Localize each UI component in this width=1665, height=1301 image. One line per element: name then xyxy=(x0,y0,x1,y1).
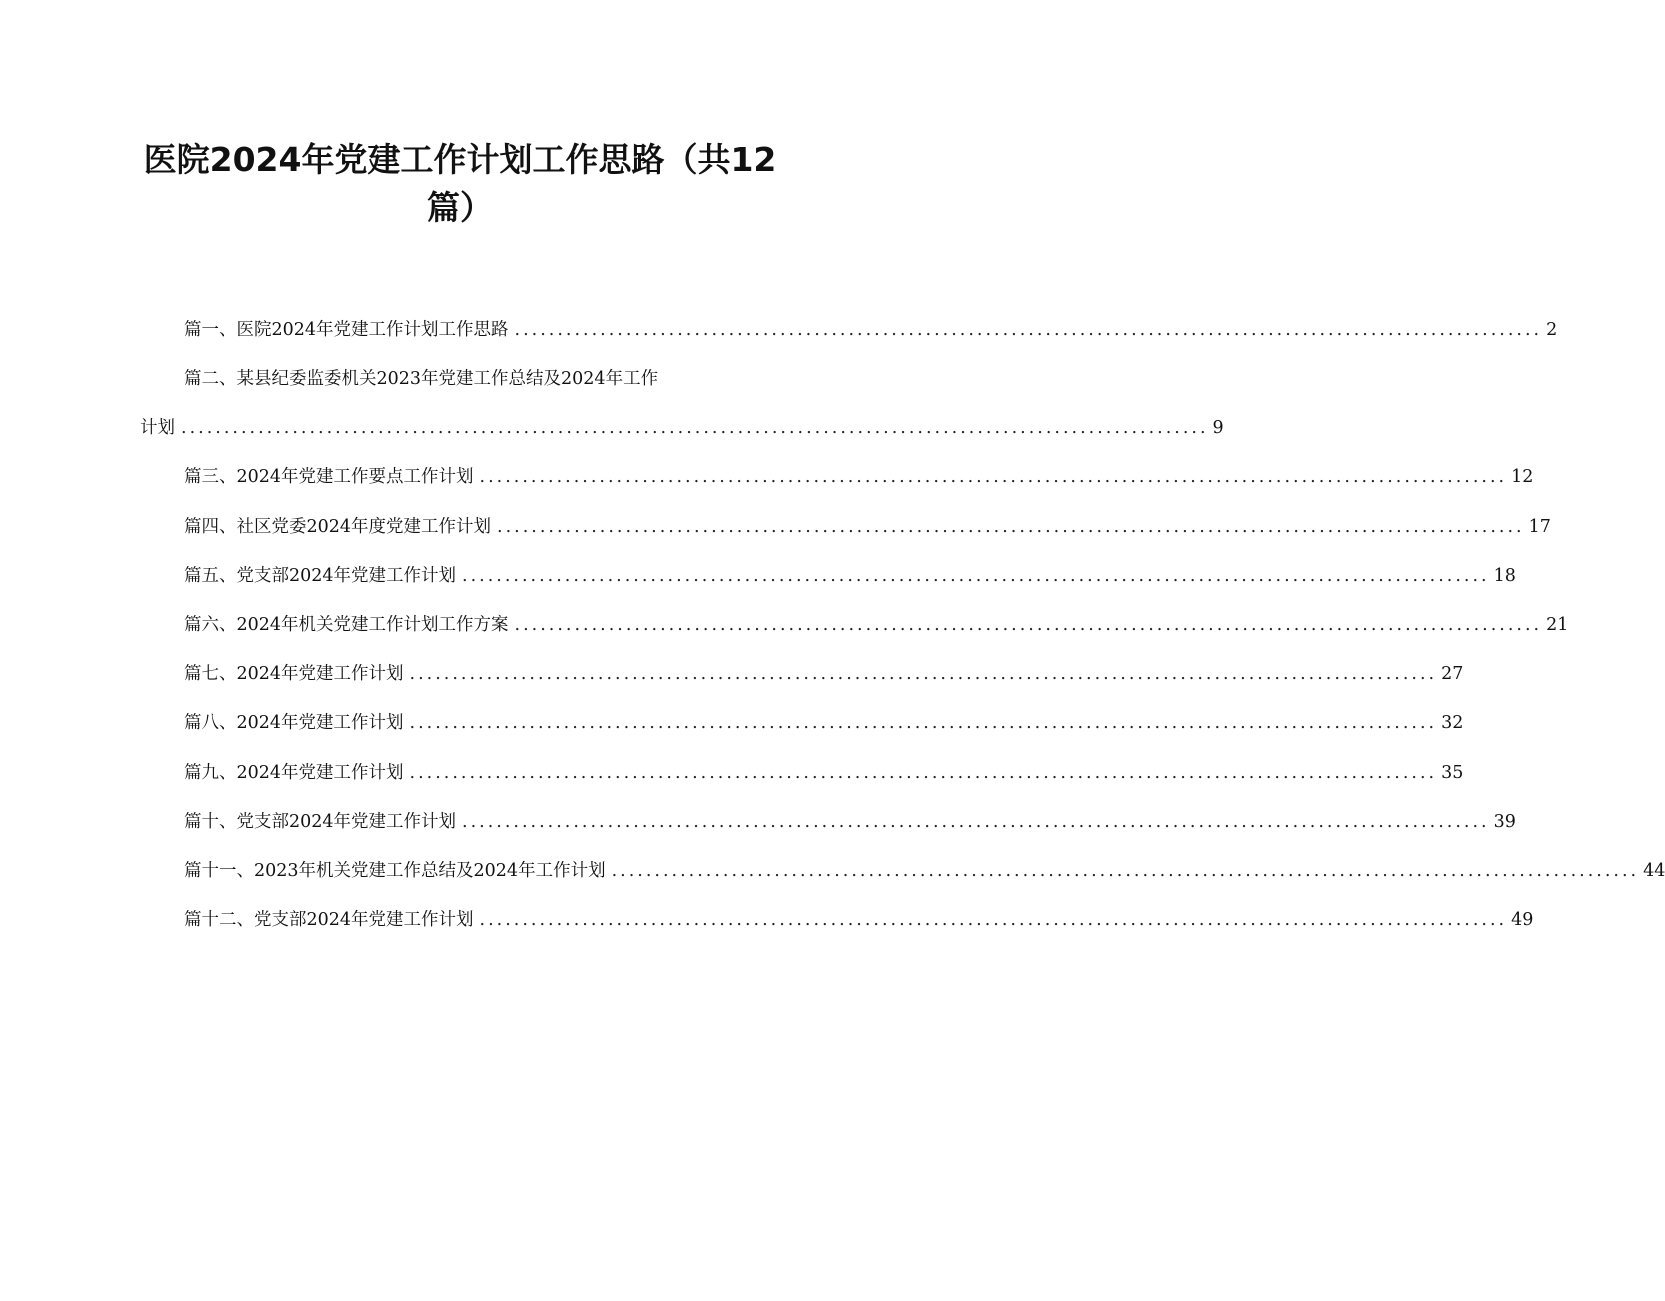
toc-item-11[interactable] xyxy=(184,858,1665,884)
toc-item-label: 篇六、2024年机关党建工作计划工作方案 xyxy=(184,615,509,635)
toc-item-2-line-2[interactable] xyxy=(140,415,1224,441)
toc-page-number: 17 xyxy=(1528,517,1551,537)
toc-item-7[interactable] xyxy=(184,661,1464,687)
toc-item-4[interactable] xyxy=(184,514,1551,540)
toc-leader-dots: ........................................................................................................................ xyxy=(514,320,1543,340)
toc-item-label: 篇十一、2023年机关党建工作总结及2024年工作计划 xyxy=(184,861,606,881)
toc-page-number: 32 xyxy=(1441,713,1464,733)
toc-item-label: 计划 xyxy=(140,418,175,438)
toc-item-6[interactable] xyxy=(184,612,1569,638)
toc-leader-dots: ........................................................................................................................ xyxy=(409,763,1438,783)
toc-item-3[interactable] xyxy=(184,464,1534,490)
document-title xyxy=(100,136,820,232)
toc-page-number: 27 xyxy=(1441,664,1464,684)
toc-page-number: 12 xyxy=(1511,467,1534,487)
toc-item-9[interactable] xyxy=(184,760,1464,786)
toc-item-label: 篇三、2024年党建工作要点工作计划 xyxy=(184,467,474,487)
toc-item-10[interactable] xyxy=(184,809,1516,835)
toc-page-number: 44 xyxy=(1643,861,1665,881)
toc-item-label: 篇九、2024年党建工作计划 xyxy=(184,763,404,783)
toc-page-number: 39 xyxy=(1493,812,1516,832)
toc-leader-dots: ........................................................................................................................ xyxy=(462,566,1490,586)
toc-item-label: 篇十二、党支部2024年党建工作计划 xyxy=(184,910,474,930)
toc-page-number: 35 xyxy=(1441,763,1464,783)
toc-page-number: 9 xyxy=(1212,418,1224,438)
toc-item-label: 篇十、党支部2024年党建工作计划 xyxy=(184,812,457,832)
toc-page-number: 18 xyxy=(1493,566,1516,586)
toc-leader-dots: ........................................................................................................................ xyxy=(479,910,1508,930)
toc-leader-dots: ........................................................................................................................ xyxy=(514,615,1543,635)
toc-page-number: 49 xyxy=(1511,910,1534,930)
toc-page-number: 2 xyxy=(1546,320,1558,340)
toc-leader-dots: ........................................................................................................................ xyxy=(611,861,1640,881)
toc-item-label: 篇七、2024年党建工作计划 xyxy=(184,664,404,684)
document-title-line-2: 篇） xyxy=(427,188,493,227)
toc-item-1[interactable] xyxy=(184,317,1558,343)
toc-leader-dots: ........................................................................................................................ xyxy=(462,812,1490,832)
toc-item-2-line-1[interactable]: 篇二、某县纪委监委机关2023年党建工作总结及2024年工作 xyxy=(184,369,659,389)
toc-page-number: 21 xyxy=(1546,615,1569,635)
toc-item-5[interactable] xyxy=(184,563,1516,589)
toc-leader-dots: ........................................................................................................................ xyxy=(479,467,1508,487)
toc-leader-dots: ........................................................................................................................ xyxy=(409,713,1438,733)
toc-leader-dots: ........................................................................................................................ xyxy=(409,664,1438,684)
toc-leader-dots: ........................................................................................................................ xyxy=(181,418,1209,438)
toc-item-8[interactable] xyxy=(184,710,1464,736)
document-title-line-1: 医院2024年党建工作计划工作思路（共12 xyxy=(143,140,777,179)
toc-item-label: 篇五、党支部2024年党建工作计划 xyxy=(184,566,457,586)
toc-item-label: 篇一、医院2024年党建工作计划工作思路 xyxy=(184,320,509,340)
toc-item-12[interactable] xyxy=(184,907,1534,933)
toc-item-label: 篇四、社区党委2024年度党建工作计划 xyxy=(184,517,492,537)
toc-item-label: 篇八、2024年党建工作计划 xyxy=(184,713,404,733)
toc-leader-dots: ........................................................................................................................ xyxy=(497,517,1525,537)
